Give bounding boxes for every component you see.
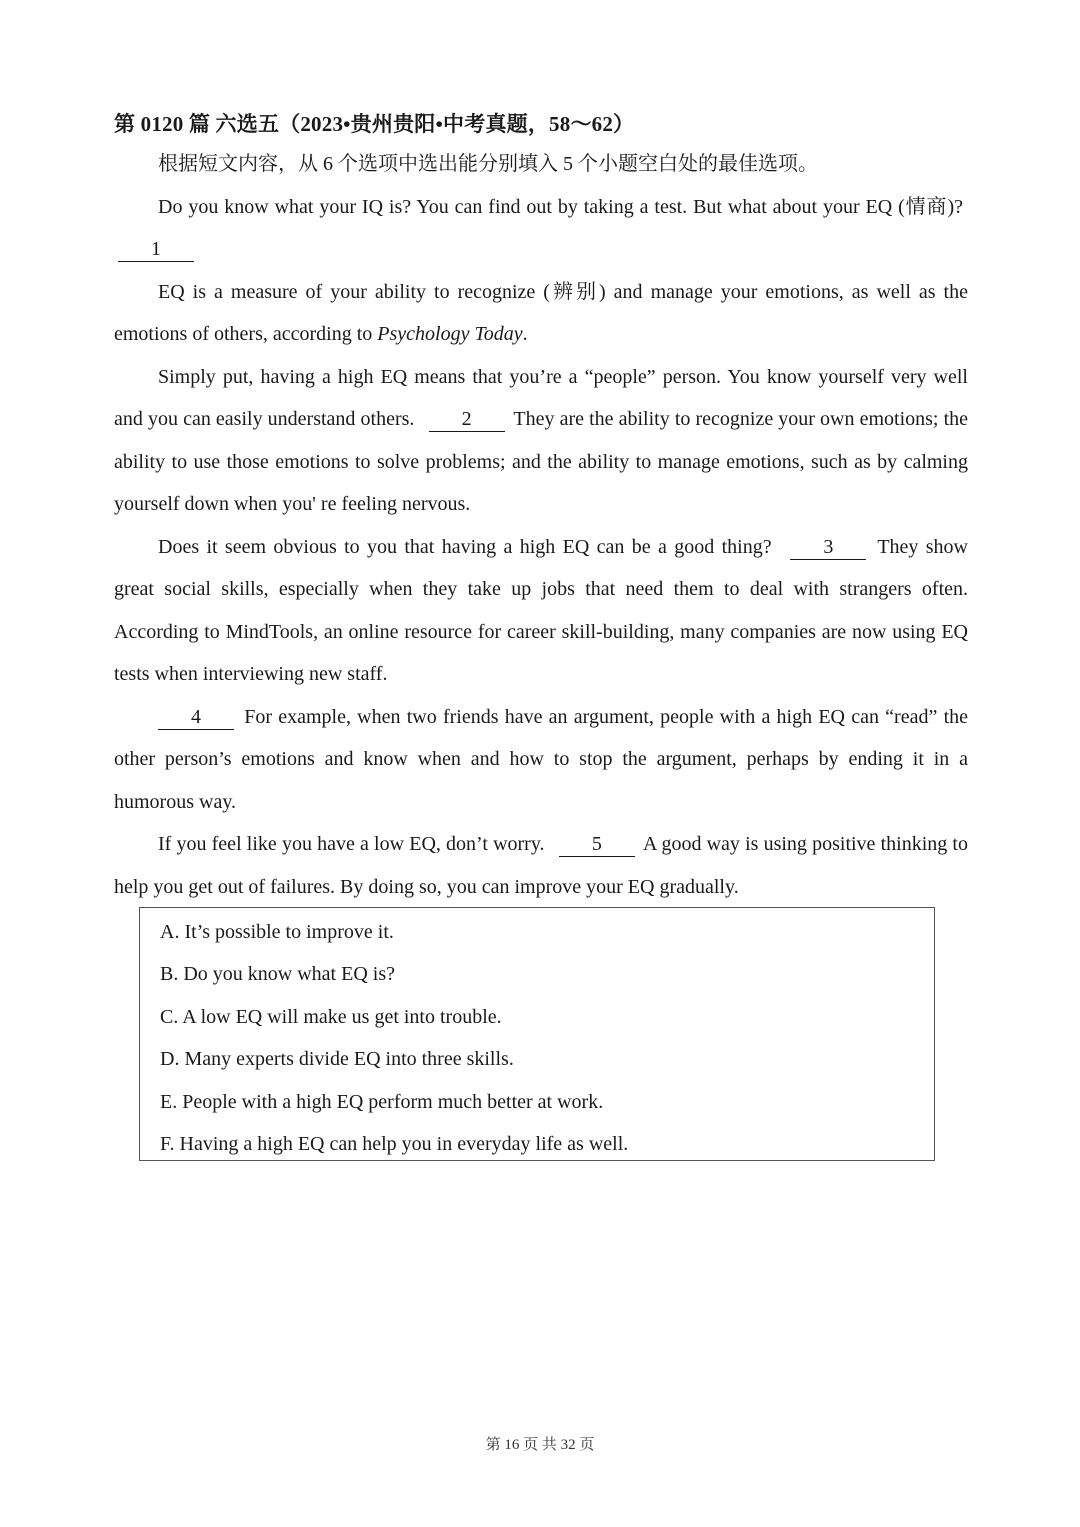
paragraph-6 [114, 823, 968, 908]
section-heading: 第 0120 篇 六选五（2023•贵州贵阳•中考真题，58～62） [114, 112, 635, 136]
blank-2: 2 [429, 407, 505, 432]
paragraph-3-text-before: Simply put, having a high EQ means that you’re a “people” person. You know yourself very well and you can easily understand others. [114, 365, 968, 430]
passage [114, 143, 968, 908]
option-c: C. A low EQ will make us get into trouble. [160, 1005, 502, 1028]
paragraph-1 [114, 186, 968, 271]
blank-3: 3 [790, 535, 866, 560]
blank-1: 1 [118, 237, 194, 262]
paragraph-3 [114, 356, 968, 526]
instructions: 根据短文内容，从 6 个选项中选出能分别填入 5 个小题空白处的最佳选项。 [158, 153, 818, 175]
paragraph-2-end: . [522, 323, 528, 345]
paragraph-4 [114, 526, 968, 696]
option-f: F. Having a high EQ can help you in everyday life as well. [160, 1133, 629, 1156]
option-d: D. Many experts divide EQ into three skills. [160, 1048, 514, 1071]
paragraph-6-text-after: A good way is using positive thinking to help you get out of failures. By doing so, you can improve your EQ gradually. [114, 833, 968, 898]
paragraph-3-text-after: They are the ability to recognize your own emotions; the ability to use those emotions to solve problems; and the ability to manage emotions, such as by calming yourself down when you' re feeling nervous. [114, 408, 969, 515]
page-footer: 第 16 页 共 32 页 [485, 1437, 595, 1453]
paragraph-4-text-before: Does it seem obvious to you that having a high EQ can be a good thing? [158, 535, 772, 558]
option-e: E. People with a high EQ perform much better at work. [160, 1090, 604, 1113]
paragraph-6-text-before: If you feel like you have a low EQ, don’t worry. [158, 833, 545, 855]
paragraph-5-text-after: For example, when two friends have an argument, people with a high EQ can “read” the other person’s emotions and know when and how to stop the argument, perhaps by ending it in a humorous way. [114, 705, 968, 813]
option-b: B. Do you know what EQ is? [160, 963, 395, 986]
blank-4: 4 [158, 705, 234, 730]
option-a: A. It’s possible to improve it. [160, 921, 394, 943]
paragraph-2-text: EQ is a measure of your ability to recognize (辨别) and manage your emotions, as well as the emotions of others, according to [114, 280, 968, 345]
paragraph-2 [114, 271, 968, 356]
options-box [139, 907, 935, 1161]
blank-5: 5 [559, 832, 635, 857]
paragraph-1-text: Do you know what your IQ is? You can find out by taking a test. But what about your EQ (情商)? [158, 195, 963, 218]
paragraph-5 [114, 696, 968, 824]
paragraph-4-text-after: They show great social skills, especially when they take up jobs that need them to deal with strangers often. According to MindTools, an online resource for career skill-building, many companies are now using EQ tests when interviewing new staff. [114, 535, 968, 685]
source-title: Psychology Today [377, 323, 523, 345]
